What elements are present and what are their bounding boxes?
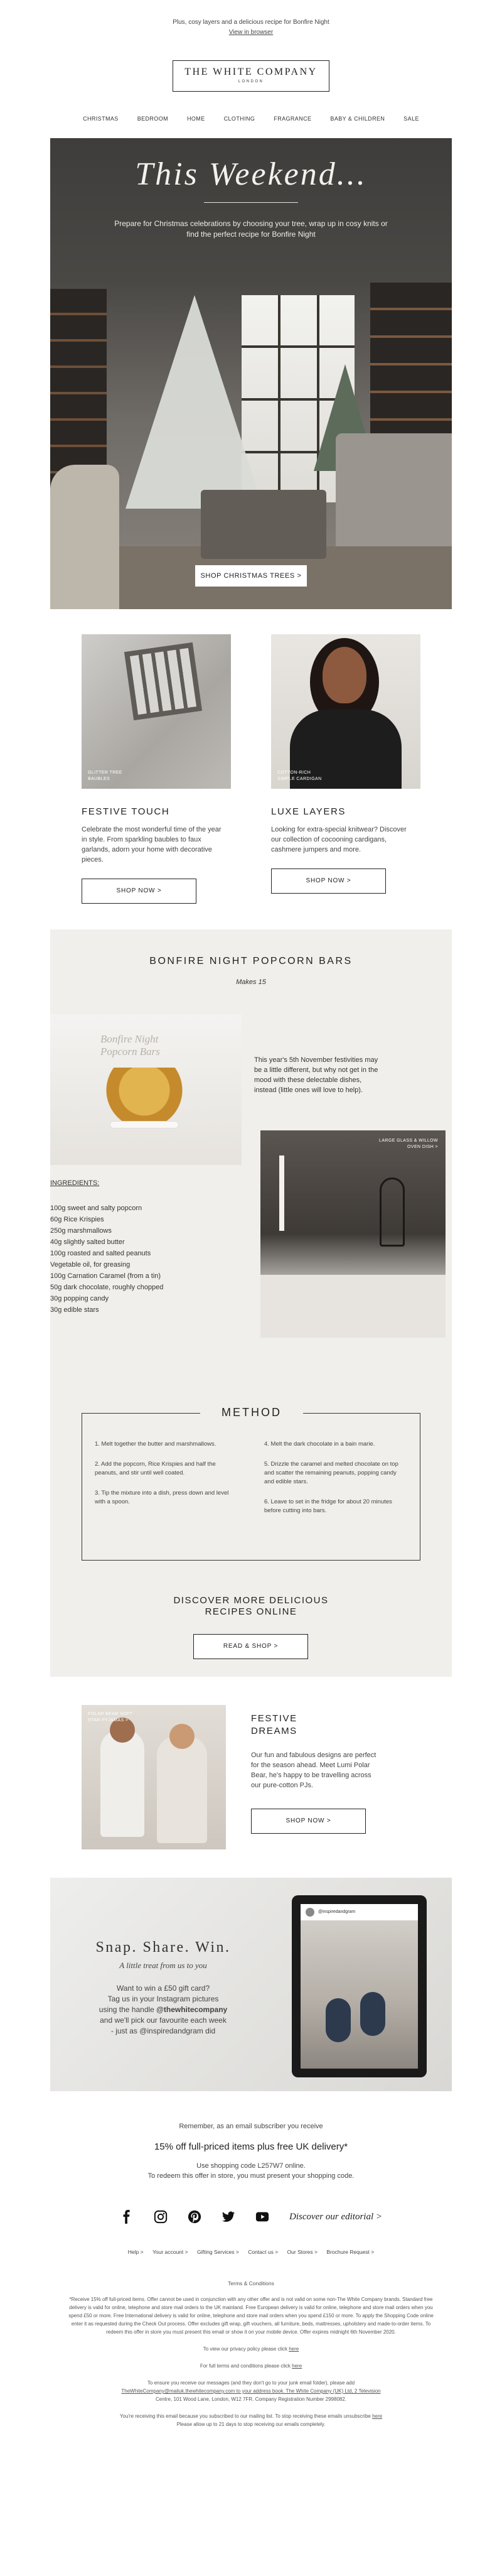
unsubscribe-line: Please allow up to 21 days to stop receiving our emails completely. [176, 2422, 326, 2427]
read-and-shop-button[interactable]: READ & SHOP > [193, 1634, 308, 1659]
luxe-layers-body: Looking for extra-special knitwear? Discover our collection of cocooning cardigans, cashmere jumpers and more. [271, 826, 407, 853]
unsubscribe-link[interactable]: here [372, 2413, 383, 2419]
festive-touch-image-label [88, 770, 122, 782]
full-terms-text: For full terms and conditions please click [200, 2363, 292, 2369]
title-line: FESTIVE [251, 1713, 297, 1724]
slipper-left [326, 1998, 351, 2042]
hero-divider [204, 202, 298, 203]
festive-dreams-section [82, 1705, 420, 1849]
luxe-layers-image[interactable] [271, 634, 420, 789]
avatar [306, 1908, 314, 1917]
method-box [82, 1406, 420, 1561]
recipe-makes: Makes 15 [236, 978, 266, 986]
method-column-right [264, 1440, 402, 1527]
discover-line: DISCOVER MORE DELICIOUS [173, 1595, 329, 1606]
festive-dreams-body: Our fun and fabulous designs are perfect for the season ahead. Meet Lumi Polar Bear, he's happy to be travelling across our pure-cotton PJs. [251, 1751, 376, 1789]
brochure-request-link[interactable]: Brochure Request > [326, 2249, 375, 2255]
method-step: 3. Tip the mixture into a dish, press down and level with a spoon. [95, 1490, 229, 1505]
address-note [0, 2379, 502, 2403]
address-line[interactable]: TheWhiteCompany@mailuk.thewhitecompany.com to your address book. The White Company (UK) Ltd, 2 Television [121, 2388, 381, 2394]
facebook-icon[interactable] [120, 2210, 134, 2224]
method-title: METHOD [200, 1406, 303, 1419]
discover-line: RECIPES ONLINE [205, 1606, 297, 1617]
tile-luxe-layers [271, 634, 420, 894]
full-terms-note [0, 2362, 502, 2370]
lantern [380, 1177, 405, 1247]
hero-sofa [336, 433, 452, 546]
ingredient-item: 100g sweet and salty popcorn [50, 1204, 142, 1212]
view-in-browser-link[interactable]: View in browser [228, 29, 274, 36]
nav-item-sale[interactable]: SALE [403, 116, 419, 122]
discover-recipes-heading [50, 1595, 452, 1618]
gifting-services-link[interactable]: Gifting Services > [196, 2249, 239, 2255]
main-nav [0, 116, 502, 122]
luxe-layers-title: LUXE LAYERS [271, 806, 346, 817]
child-right [157, 1736, 207, 1843]
table-setting [260, 1275, 446, 1338]
shopping-code-line: To redeem this offer in store, you must present your shopping code. [147, 2172, 355, 2180]
pyjamas-image[interactable] [82, 1705, 226, 1849]
legal-text: *Receive 15% off full-priced items. Offer cannot be used in conjunction with any other offer and is not valid on some non-The White Company brands. Standard free delivery is valid for online, telephone and store mail orders to the UK mainland. Free European delivery is valid for online, telephone and store mail orders when you spend £50 or more. Free International delivery is valid for online, telephone and store mail orders when you spend £150 or more. To apply the Shopping Code online enter it as requested during the Check Out process. Offer excludes gift wrap, gift vouchers, all furniture, beds, mattresses, upholstery and made-to-order items. To redeem this offer in store you must present this email or show it on your mobile device. Offer expires midnight 6th November 2020. [68, 2297, 434, 2335]
festive-touch-shop-button[interactable]: SHOP NOW > [82, 879, 196, 904]
help-link[interactable]: Help > [127, 2249, 144, 2255]
brand-logo[interactable] [173, 60, 329, 92]
luxe-layers-image-label [277, 770, 322, 782]
ingredients-heading: INGREDIENTS: [50, 1179, 100, 1187]
instagram-icon[interactable] [154, 2210, 168, 2224]
instagram-body-line: - just as @inspiredandgram did [110, 2027, 216, 2035]
model-face [323, 647, 366, 703]
method-step: 2. Add the popcorn, Rice Krispies and half the peanuts, and stir until well coated. [95, 1461, 216, 1476]
instagram-body-line: and we'll pick our favourite each week [100, 2016, 227, 2025]
nav-item-clothing[interactable]: CLOTHING [223, 116, 255, 122]
slipper-right [360, 1992, 385, 2036]
nav-item-bedroom[interactable]: BEDROOM [137, 116, 168, 122]
subscriber-offer: 15% off full-priced items plus free UK delivery* [154, 2141, 348, 2152]
hero-ottoman [201, 490, 326, 559]
tile-festive-touch [82, 634, 231, 904]
title-line: DREAMS [251, 1726, 297, 1736]
instagram-post-header [301, 1904, 418, 1920]
festive-dreams-shop-button[interactable]: SHOP NOW > [251, 1809, 366, 1834]
pinterest-icon[interactable] [188, 2210, 201, 2224]
unsubscribe-line [0, 2412, 502, 2420]
festive-touch-image[interactable] [82, 634, 231, 789]
hero-chair [50, 465, 119, 609]
hero-title: This Weekend... [135, 156, 367, 192]
method-step: 5. Drizzle the caramel and melted chocolate on top and scatter the remaining peanuts, popping candy and edible stars. [264, 1461, 398, 1485]
full-terms-link[interactable]: here [292, 2363, 302, 2369]
nav-item-home[interactable]: HOME [187, 116, 205, 122]
child-left [100, 1730, 144, 1837]
address-line: Centre, 101 Wood Lane, London, W12 7FR. Company Registration Number 2998082. [155, 2396, 347, 2402]
tablet-screen [301, 1904, 418, 2069]
ingredient-item: 30g edible stars [50, 1306, 99, 1314]
popcorn-bowl [104, 1068, 185, 1124]
discover-editorial-link[interactable]: Discover our editorial > [289, 2211, 383, 2222]
footer [0, 2123, 502, 2428]
image-label-line: POLAR BEAR SOFT [88, 1712, 133, 1716]
ingredients-list [50, 1177, 238, 1316]
popcorn-image-text [100, 1033, 160, 1058]
logo-sub: LONDON [238, 80, 264, 84]
image-label-line: BAUBLES [88, 777, 110, 781]
instagram-body-line [69, 2005, 257, 2015]
luxe-layers-shop-button[interactable]: SHOP NOW > [271, 869, 386, 894]
address-line: To ensure you receive our messages (and they don't go to your junk email folder), please add [147, 2380, 355, 2386]
our-stores-link[interactable]: Our Stores > [287, 2249, 318, 2255]
image-label-line: LARGE GLASS & WILLOW [379, 1139, 438, 1143]
image-label-line: COTTON-RICH [277, 771, 311, 775]
privacy-note [0, 2345, 502, 2353]
oven-dish-label[interactable] [379, 1138, 438, 1150]
instagram-banner[interactable] [50, 1878, 452, 2091]
instagram-heading: Snap. Share. Win. [95, 1939, 231, 1956]
lantern-table-image[interactable] [260, 1130, 446, 1338]
instagram-body-line: Tag us in your Instagram pictures [107, 1994, 219, 2003]
bauble-box [124, 642, 202, 720]
unsubscribe-note [0, 2412, 502, 2428]
hero-subtitle: Prepare for Christmas celebrations by choosing your tree, wrap up in cosy knits or find the perfect recipe for Bonfire Night [114, 219, 388, 239]
instagram-body-text: using the handle [99, 2005, 157, 2014]
privacy-text: To view our privacy policy please click [203, 2346, 289, 2352]
pyjamas-image-label[interactable] [88, 1711, 132, 1724]
method-step: 1. Melt together the butter and marshmallows. [95, 1441, 216, 1448]
ingredient-item: 40g slightly salted butter [50, 1238, 125, 1246]
image-label-line: GLITTER TREE [88, 771, 122, 775]
candle [279, 1155, 284, 1231]
popcorn-bars-image [50, 1014, 242, 1165]
nav-item-baby-children[interactable]: BABY & CHILDREN [330, 116, 385, 122]
shopping-code-line: Use shopping code L257W7 online. [196, 2162, 306, 2170]
instagram-body-line: Want to win a £50 gift card? [116, 1984, 210, 1993]
shop-christmas-trees-button[interactable]: SHOP CHRISTMAS TREES > [195, 565, 307, 587]
festive-touch-title: FESTIVE TOUCH [82, 806, 170, 817]
method-step: 6. Leave to set in the fridge for about 20 minutes before cutting into bars. [264, 1498, 392, 1514]
image-label-line: OVEN DISH > [407, 1145, 438, 1149]
your-account-link[interactable]: Your account > [152, 2249, 188, 2255]
hero-banner[interactable] [50, 138, 452, 609]
recipe-title: BONFIRE NIGHT POPCORN BARS [149, 956, 353, 966]
social-links [0, 2210, 502, 2224]
image-label-line: STAR PYJAMAS > [88, 1718, 129, 1723]
unsubscribe-text: You're receiving this email because you subscribed to our mailing list. To stop receiving these emails unsubscribe [119, 2413, 373, 2419]
terms-heading: Terms & Conditions [228, 2280, 274, 2286]
preheader [0, 0, 502, 38]
cake-stand [110, 1121, 179, 1128]
twitter-icon[interactable] [222, 2210, 235, 2224]
ingredient-item: 50g dark chocolate, roughly chopped [50, 1284, 164, 1291]
instagram-handle: @thewhitecompany [156, 2005, 228, 2014]
ingredient-item: 100g Carnation Caramel (from a tin) [50, 1272, 161, 1280]
hero-white-tree [125, 295, 264, 509]
instagram-body [69, 1983, 257, 2037]
nav-item-christmas[interactable]: CHRISTMAS [83, 116, 119, 122]
subscriber-note: Remember, as an email subscriber you receive [179, 2123, 323, 2130]
festive-touch-body: Celebrate the most wonderful time of the year in style. From sparkling baubles to faux garlands, adorn your home with decorative pieces. [82, 826, 222, 863]
tablet-device [292, 1895, 427, 2077]
image-label-line: SIMPLE CARDIGAN [277, 777, 322, 781]
preheader-text: Plus, cosy layers and a delicious recipe for Bonfire Night [173, 19, 329, 26]
ingredient-item: 60g Rice Krispies [50, 1216, 104, 1223]
shopping-code [0, 2161, 502, 2181]
method-column-left [95, 1440, 233, 1518]
festive-dreams-title [251, 1713, 297, 1738]
popcorn-image-text-line: Bonfire Night [100, 1033, 159, 1045]
instagram-post-user: @inspiredandgram [318, 1910, 356, 1914]
ingredient-item: Vegetable oil, for greasing [50, 1261, 131, 1269]
ingredient-item: 100g roasted and salted peanuts [50, 1250, 151, 1257]
footer-links [0, 2249, 502, 2255]
instagram-subheading: A little treat from us to you [119, 1961, 207, 1970]
ingredient-item: 30g popping candy [50, 1295, 109, 1302]
privacy-policy-link[interactable]: here [289, 2346, 299, 2352]
method-step: 4. Melt the dark chocolate in a bain marie. [264, 1441, 375, 1448]
recipe-section [50, 929, 452, 1677]
contact-us-link[interactable]: Contact us > [248, 2249, 279, 2255]
ingredient-item: 250g marshmallows [50, 1227, 112, 1235]
recipe-intro: This year's 5th November festivities may be a little different, but why not get in the mood with these delectable dishes, instead (little ones will love to help). [254, 1056, 378, 1094]
youtube-icon[interactable] [255, 2210, 269, 2224]
logo-brand-name: THE WHITE COMPANY [184, 67, 318, 77]
nav-item-fragrance[interactable]: FRAGRANCE [274, 116, 312, 122]
child-right-face [169, 1724, 195, 1749]
popcorn-image-text-line: Popcorn Bars [100, 1046, 160, 1058]
